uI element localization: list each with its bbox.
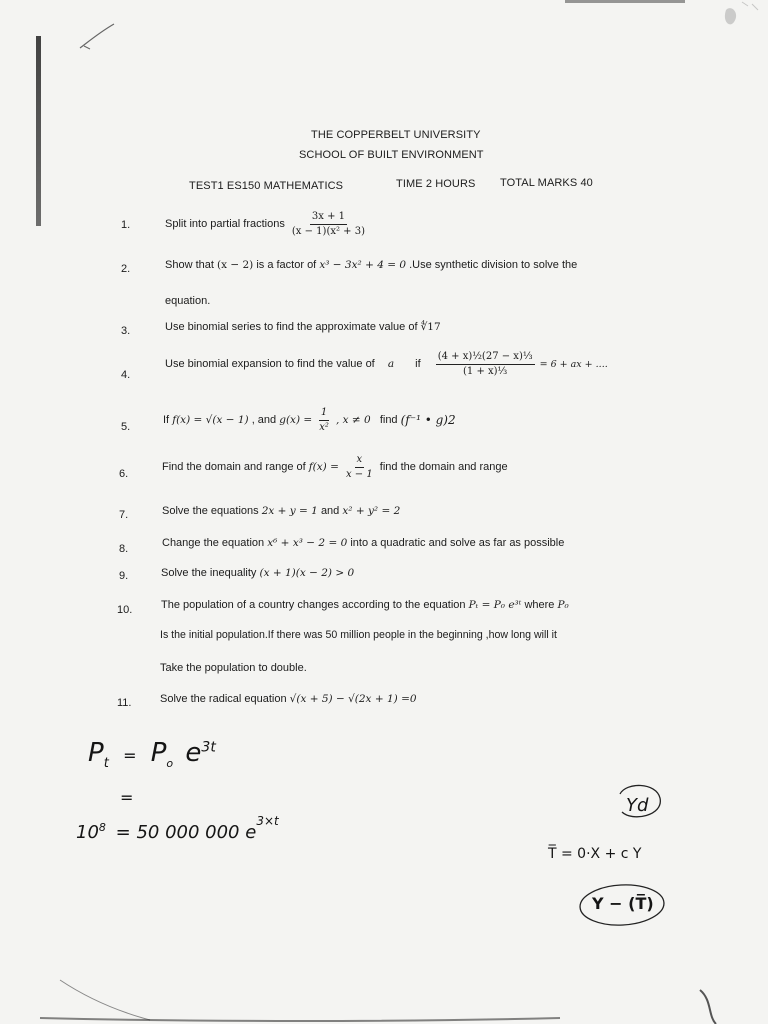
question-1 — [165, 211, 369, 237]
math-expression: ∜17 — [420, 321, 441, 333]
math-expression: x² + y² = 2 — [342, 505, 401, 517]
math-expression: (x + 1)(x − 2) > 0 — [259, 567, 355, 579]
question-text: where — [524, 599, 555, 611]
question-number: 8. — [119, 543, 129, 555]
handwritten-note-2: T̅ = 0·X + c Y — [548, 846, 642, 862]
math-expression: 2x + y = 1 — [261, 505, 318, 517]
math-expression: , x ≠ 0 — [335, 414, 371, 426]
question-text: is a factor of — [256, 259, 317, 271]
question-number: 11. — [117, 697, 132, 709]
fraction — [436, 351, 535, 377]
question-number: 4. — [121, 369, 131, 381]
math-expression: x⁶ + x³ − 2 = 0 — [267, 537, 348, 549]
question-2 — [165, 259, 577, 271]
question-number: 5. — [121, 421, 131, 433]
question-text: .Use synthetic division to solve the — [409, 259, 578, 271]
scan-shadow-left — [36, 36, 41, 226]
fraction — [344, 454, 375, 480]
question-text: Find the domain and range of — [162, 461, 306, 473]
handwritten-text: t — [103, 756, 109, 772]
math-factor: (x − 2) — [216, 259, 254, 271]
question-text: Split into partial fractions — [165, 217, 285, 230]
scan-corner-smudge — [712, 0, 768, 40]
handwritten-text: 3t — [201, 739, 216, 756]
question-8 — [162, 537, 564, 549]
question-10-line-2: Is the initial population.If there was 50 million people in the beginning ,how long will it — [160, 629, 557, 641]
question-4 — [165, 351, 608, 377]
circle-mark — [612, 780, 664, 824]
question-text: and — [320, 505, 340, 517]
math-expression: √(x + 5) − √(2x + 1) =0 — [289, 693, 417, 705]
fraction-numerator: x — [355, 454, 365, 468]
circle-mark — [576, 880, 668, 930]
math-expression: (f⁻¹ • g)2 — [400, 413, 456, 427]
fraction — [317, 407, 331, 433]
question-2-continued: equation. — [165, 295, 211, 307]
handwritten-text: 8 — [98, 821, 106, 834]
question-text: Change the equation — [162, 537, 265, 549]
math-expression: P₀ — [557, 599, 569, 611]
question-text: if — [415, 358, 421, 370]
handwritten-text: = — [123, 746, 137, 765]
math-expression: g(x) = — [279, 414, 313, 426]
math-variable: a — [387, 358, 395, 370]
handwritten-line-1 — [88, 738, 216, 771]
question-6 — [162, 454, 508, 480]
question-text: Use binomial expansion to find the value of — [165, 358, 375, 370]
question-text: Solve the inequality — [161, 567, 257, 579]
fraction-denominator: x² — [319, 421, 329, 433]
question-text: find — [379, 414, 398, 426]
question-9 — [161, 567, 354, 579]
math-expression: = 6 + ax + .... — [539, 358, 608, 370]
time-allowed: TIME 2 HOURS — [396, 178, 476, 190]
total-marks: TOTAL MARKS 40 — [500, 177, 593, 189]
question-10-line-3: Take the population to double. — [160, 662, 307, 674]
handwritten-line-3 — [76, 814, 279, 843]
handwritten-text: e — [185, 738, 202, 768]
pen-mark-decoration — [78, 22, 116, 50]
question-number: 1. — [121, 219, 131, 231]
question-text: Solve the equations — [162, 505, 259, 517]
question-number: 10. — [117, 604, 133, 616]
question-text: into a quadratic and solve as far as possible — [350, 537, 565, 549]
handwritten-text: = 50 000 000 e — [115, 822, 257, 843]
fraction-denominator: (1 + x)⅓ — [463, 365, 508, 377]
scan-shadow-top — [565, 0, 685, 3]
question-text: , and — [251, 414, 277, 426]
handwritten-text: o — [166, 757, 174, 771]
question-number: 3. — [121, 325, 131, 337]
scan-bottom-marks — [0, 960, 768, 1024]
question-3 — [165, 321, 441, 333]
question-text: The population of a country changes according to the equation — [161, 599, 466, 611]
handwritten-text: 3×t — [256, 814, 279, 828]
question-number: 7. — [119, 509, 129, 521]
math-polynomial: x³ − 3x² + 4 = 0 — [319, 259, 407, 271]
test-title: TEST1 ES150 MATHEMATICS — [189, 180, 344, 192]
question-11 — [160, 693, 417, 705]
question-number: 6. — [119, 468, 129, 480]
math-expression: f(x) = — [308, 461, 339, 473]
university-title: THE COPPERBELT UNIVERSITY — [311, 129, 481, 141]
handwritten-note-3: Y − (T̅) — [592, 894, 654, 913]
question-text: Use binomial series to find the approximate value of — [165, 321, 418, 333]
handwritten-text: P — [88, 738, 104, 768]
question-text: Show that — [165, 259, 214, 271]
question-number: 2. — [121, 263, 131, 275]
fraction-numerator: 3x + 1 — [310, 211, 347, 225]
math-expression: f(x) = √(x − 1) — [172, 414, 249, 426]
handwritten-line-2: = — [120, 788, 134, 807]
fraction-numerator: (4 + x)½(27 − x)⅓ — [436, 351, 535, 365]
handwritten-text: P — [150, 738, 167, 768]
school-title: SCHOOL OF BUILT ENVIRONMENT — [299, 149, 484, 161]
handwritten-note-1: Yd — [626, 795, 649, 816]
fraction-numerator: 1 — [319, 407, 329, 421]
question-number: 9. — [119, 570, 129, 582]
question-5 — [163, 407, 456, 433]
fraction-denominator: (x − 1)(x² + 3) — [291, 225, 365, 237]
question-10 — [161, 599, 569, 611]
fraction — [290, 211, 367, 237]
question-text: If — [163, 414, 170, 426]
question-7 — [162, 505, 400, 517]
math-expression: Pₜ = P₀ e³ᵗ — [468, 599, 522, 611]
handwritten-text: 10 — [76, 822, 99, 843]
fraction-denominator: x − 1 — [345, 468, 373, 480]
question-text: Solve the radical equation — [160, 693, 287, 705]
question-text: find the domain and range — [379, 461, 508, 473]
